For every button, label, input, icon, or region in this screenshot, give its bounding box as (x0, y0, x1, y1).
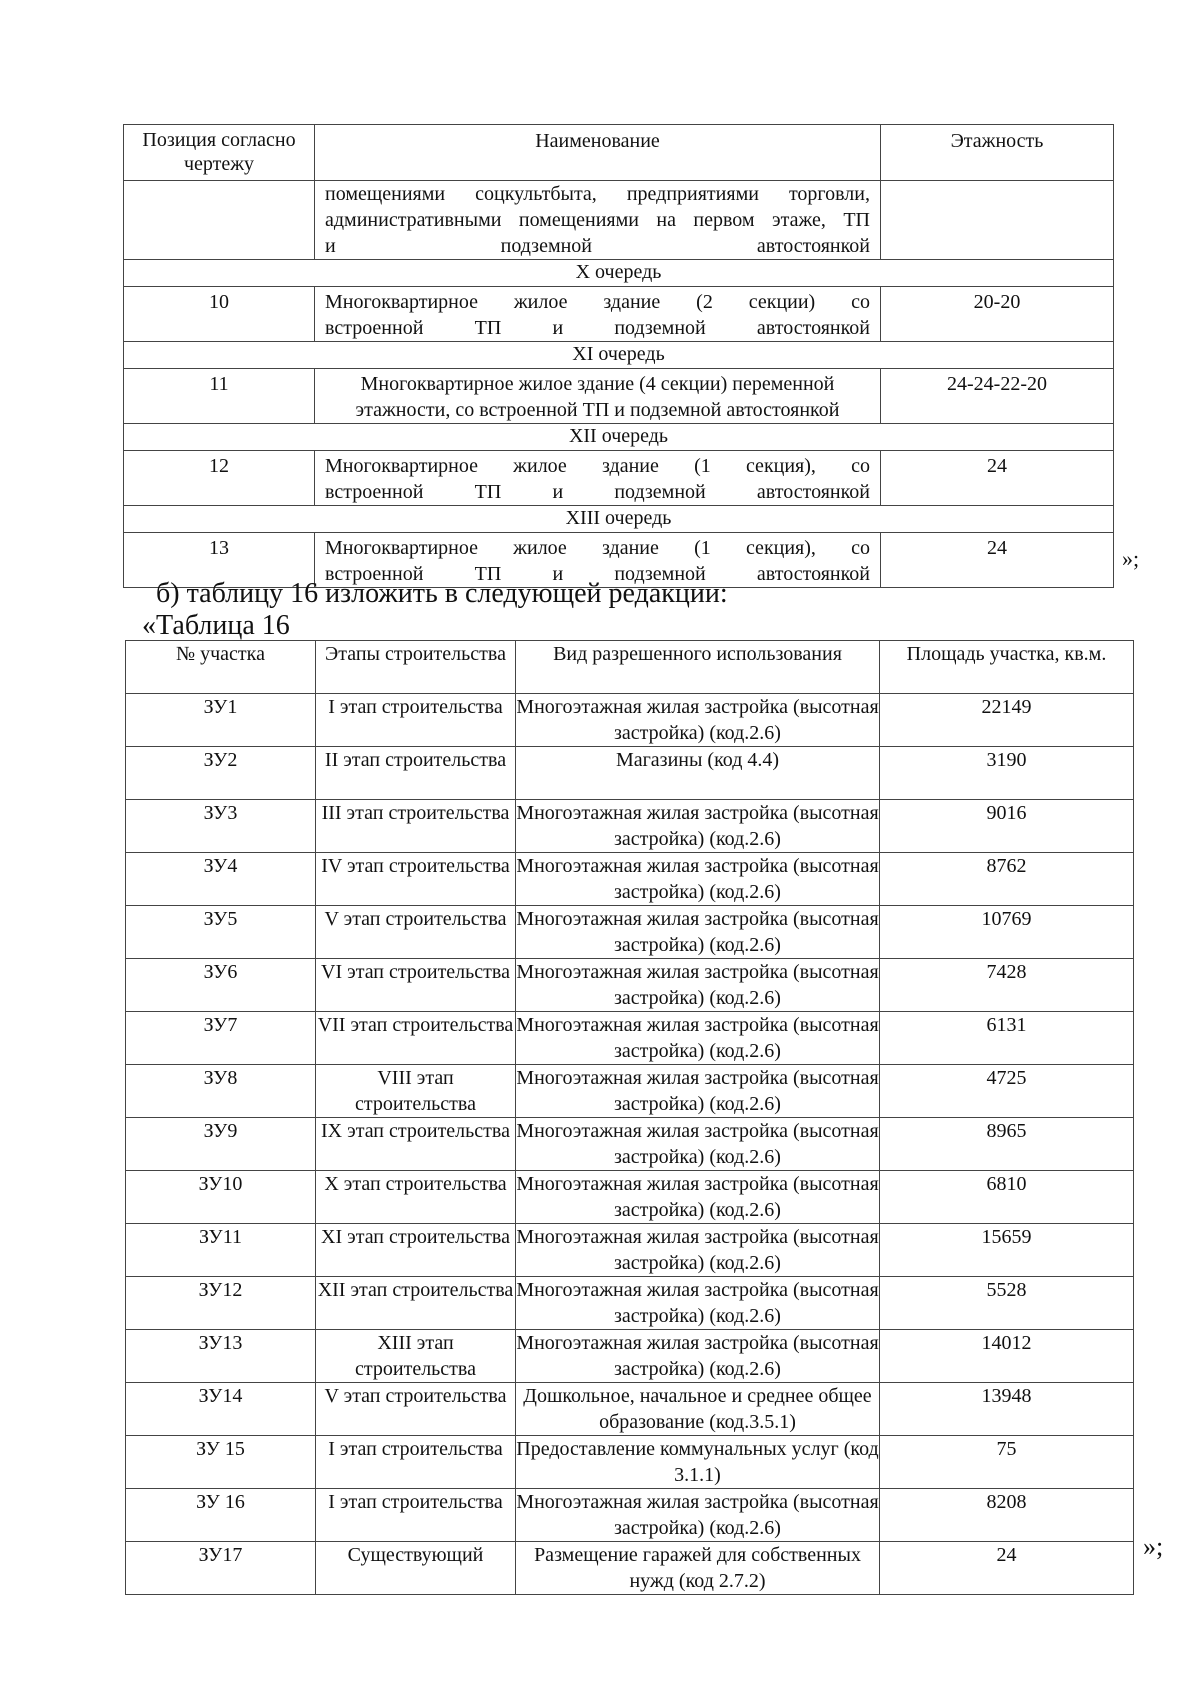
position-row (124, 369, 1114, 424)
plot-row (126, 1065, 1134, 1118)
positions-table (123, 124, 1114, 588)
building-name-line: Многоквартирное жилое здание (1 секция), со (325, 537, 870, 559)
header-position: Позиция согласно чертежу (124, 125, 315, 181)
plot-number: ЗУ12 (126, 1277, 316, 1330)
plot-row (126, 694, 1134, 747)
plot-number: ЗУ 16 (126, 1489, 316, 1542)
floors-value: 24 (881, 451, 1114, 506)
building-name (315, 287, 881, 342)
queue-row (124, 342, 1114, 369)
building-name-line: встроенной ТП и подземной автостоянкой (325, 563, 870, 585)
continuation-row (124, 181, 1114, 260)
plot-area: 8762 (880, 853, 1134, 906)
building-name-line: Многоквартирное жилое здание (2 секции) со (325, 291, 870, 313)
continuation-position (124, 181, 315, 260)
construction-stage: III этап строительства (316, 800, 516, 853)
plot-row (126, 1118, 1134, 1171)
building-name (315, 369, 881, 424)
continuation-name-line: и подземной автостоянкой (325, 235, 870, 257)
continuation-name-line: административными помещениями на первом этаже, ТП (325, 209, 870, 231)
construction-stage: V этап строительства (316, 1383, 516, 1436)
header-name: Наименование (315, 125, 881, 181)
plot-area: 15659 (880, 1224, 1134, 1277)
plot-number: ЗУ10 (126, 1171, 316, 1224)
plot-row (126, 1542, 1134, 1595)
plot-area: 9016 (880, 800, 1134, 853)
plot-area: 8208 (880, 1489, 1134, 1542)
closing-quote: »; (1143, 1532, 1164, 1561)
plot-row (126, 1383, 1134, 1436)
closing-quote: »; (1122, 546, 1140, 571)
plot-area: 13948 (880, 1383, 1134, 1436)
permitted-use: Многоэтажная жилая застройка (высотная застройка) (код.2.6) (516, 1012, 880, 1065)
position-number: 11 (124, 369, 315, 424)
floors-value: 24-24-22-20 (881, 369, 1114, 424)
plot-row (126, 800, 1134, 853)
plot-number: ЗУ14 (126, 1383, 316, 1436)
plot-area: 75 (880, 1436, 1134, 1489)
building-name-line: Многоквартирное жилое здание (1 секция), со (325, 455, 870, 477)
instruction-text: б) таблицу 16 изложить в следующей редакции: (156, 578, 728, 609)
plot-number: ЗУ7 (126, 1012, 316, 1065)
construction-stage: VII этап строительства (316, 1012, 516, 1065)
queue-label: XII очередь (124, 424, 1114, 451)
plot-row (126, 747, 1134, 800)
plot-row (126, 853, 1134, 906)
permitted-use: Многоэтажная жилая застройка (высотная застройка) (код.2.6) (516, 1065, 880, 1118)
plot-row (126, 1277, 1134, 1330)
plot-row (126, 1330, 1134, 1383)
construction-stage: V этап строительства (316, 906, 516, 959)
permitted-use: Многоэтажная жилая застройка (высотная застройка) (код.2.6) (516, 1118, 880, 1171)
position-number: 12 (124, 451, 315, 506)
permitted-use: Многоэтажная жилая застройка (высотная застройка) (код.2.6) (516, 853, 880, 906)
plot-number: ЗУ17 (126, 1542, 316, 1595)
plot-number: ЗУ6 (126, 959, 316, 1012)
header-plot-number: № участка (126, 641, 316, 694)
permitted-use: Многоэтажная жилая застройка (высотная застройка) (код.2.6) (516, 1277, 880, 1330)
building-name-line: встроенной ТП и подземной автостоянкой (325, 481, 870, 503)
header-stages: Этапы строительства (316, 641, 516, 694)
construction-stage: IX этап строительства (316, 1118, 516, 1171)
queue-row (124, 260, 1114, 287)
floors-value: 20-20 (881, 287, 1114, 342)
plot-row (126, 906, 1134, 959)
queue-label: XIII очередь (124, 506, 1114, 533)
plot-number: ЗУ 15 (126, 1436, 316, 1489)
plot-area: 8965 (880, 1118, 1134, 1171)
position-row (124, 451, 1114, 506)
plot-row (126, 1171, 1134, 1224)
floors-value: 24 (881, 533, 1114, 588)
construction-stage: VI этап строительства (316, 959, 516, 1012)
permitted-use: Многоэтажная жилая застройка (высотная застройка) (код.2.6) (516, 1330, 880, 1383)
construction-stage: I этап строительства (316, 1436, 516, 1489)
permitted-use: Дошкольное, начальное и среднее общее образование (код.3.5.1) (516, 1383, 880, 1436)
queue-label: Х очередь (124, 260, 1114, 287)
plot-area: 10769 (880, 906, 1134, 959)
header-area: Площадь участка, кв.м. (880, 641, 1134, 694)
continuation-name (315, 181, 881, 260)
plot-area: 14012 (880, 1330, 1134, 1383)
queue-row (124, 506, 1114, 533)
positions-header-row (124, 125, 1114, 181)
permitted-use: Многоэтажная жилая застройка (высотная застройка) (код.2.6) (516, 800, 880, 853)
construction-stage: I этап строительства (316, 1489, 516, 1542)
building-name (315, 451, 881, 506)
permitted-use: Многоэтажная жилая застройка (высотная застройка) (код.2.6) (516, 1489, 880, 1542)
plots-table (125, 640, 1134, 1595)
plot-row (126, 1224, 1134, 1277)
plot-area: 6810 (880, 1171, 1134, 1224)
construction-stage: VIII этап строительства (316, 1065, 516, 1118)
plot-area: 5528 (880, 1277, 1134, 1330)
header-floors: Этажность (881, 125, 1114, 181)
continuation-name-line: помещениями соцкультбыта, предприятиями торговли, (325, 183, 870, 205)
plot-number: ЗУ11 (126, 1224, 316, 1277)
plot-number: ЗУ4 (126, 853, 316, 906)
plot-number: ЗУ13 (126, 1330, 316, 1383)
permitted-use: Многоэтажная жилая застройка (высотная застройка) (код.2.6) (516, 694, 880, 747)
permitted-use: Многоэтажная жилая застройка (высотная застройка) (код.2.6) (516, 1171, 880, 1224)
plot-number: ЗУ3 (126, 800, 316, 853)
plot-number: ЗУ5 (126, 906, 316, 959)
construction-stage: I этап строительства (316, 694, 516, 747)
permitted-use: Многоэтажная жилая застройка (высотная застройка) (код.2.6) (516, 906, 880, 959)
plot-area: 4725 (880, 1065, 1134, 1118)
permitted-use: Размещение гаражей для собственных нужд (код 2.7.2) (516, 1542, 880, 1595)
construction-stage: XI этап строительства (316, 1224, 516, 1277)
construction-stage: XII этап строительства (316, 1277, 516, 1330)
plot-number: ЗУ2 (126, 747, 316, 800)
building-name-line: этажности, со встроенной ТП и подземной автостоянкой (355, 399, 840, 421)
permitted-use: Магазины (код 4.4) (516, 747, 880, 800)
position-number: 13 (124, 533, 315, 588)
table-caption: «Таблица 16 (142, 610, 290, 641)
plot-row (126, 1012, 1134, 1065)
queue-label: XI очередь (124, 342, 1114, 369)
plot-area: 6131 (880, 1012, 1134, 1065)
queue-row (124, 424, 1114, 451)
building-name-line: встроенной ТП и подземной автостоянкой (325, 317, 870, 339)
plot-area: 3190 (880, 747, 1134, 800)
building-name-line: Многоквартирное жилое здание (4 секции) переменной (360, 373, 835, 395)
position-number: 10 (124, 287, 315, 342)
plot-number: ЗУ8 (126, 1065, 316, 1118)
construction-stage: XIII этап строительства (316, 1330, 516, 1383)
permitted-use: Предоставление коммунальных услуг (код 3.1.1) (516, 1436, 880, 1489)
plot-area: 24 (880, 1542, 1134, 1595)
plot-row (126, 1436, 1134, 1489)
permitted-use: Многоэтажная жилая застройка (высотная застройка) (код.2.6) (516, 959, 880, 1012)
position-row (124, 287, 1114, 342)
plots-header-row (126, 641, 1134, 694)
plot-area: 7428 (880, 959, 1134, 1012)
plot-area: 22149 (880, 694, 1134, 747)
plot-row (126, 959, 1134, 1012)
construction-stage: IV этап строительства (316, 853, 516, 906)
construction-stage: Х этап строительства (316, 1171, 516, 1224)
construction-stage: Существующий (316, 1542, 516, 1595)
plot-row (126, 1489, 1134, 1542)
plot-number: ЗУ9 (126, 1118, 316, 1171)
permitted-use: Многоэтажная жилая застройка (высотная застройка) (код.2.6) (516, 1224, 880, 1277)
plot-number: ЗУ1 (126, 694, 316, 747)
header-permitted-use: Вид разрешенного использования (516, 641, 880, 694)
continuation-floors (881, 181, 1114, 260)
construction-stage: II этап строительства (316, 747, 516, 800)
